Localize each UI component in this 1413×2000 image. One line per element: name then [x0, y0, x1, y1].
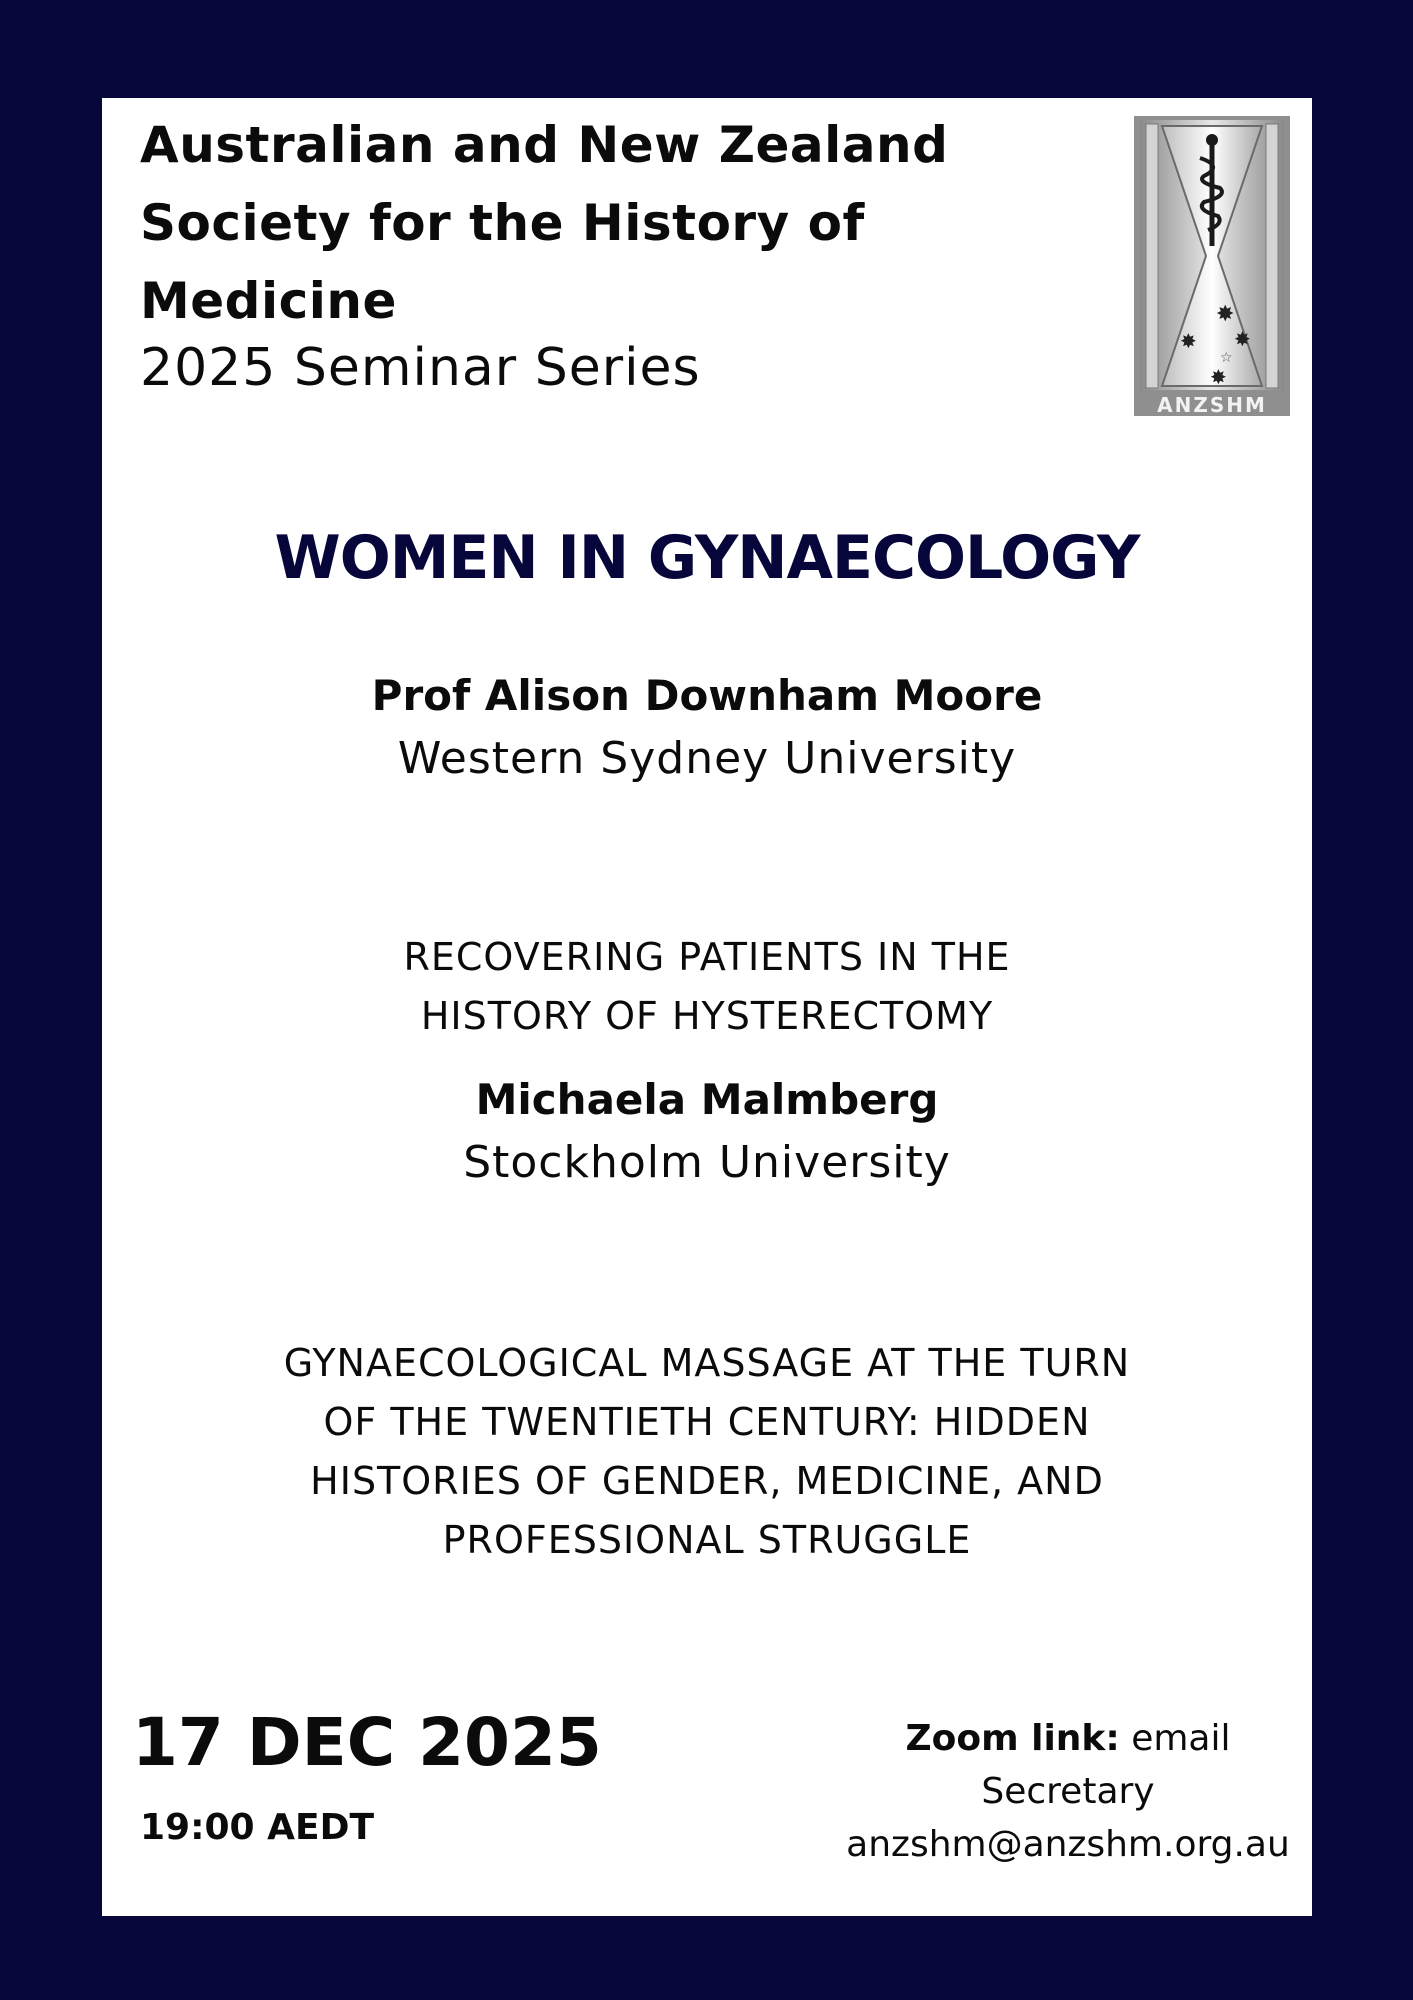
- speaker-1-talk-title: [102, 928, 1312, 1046]
- svg-text:✸: ✸: [1180, 329, 1197, 353]
- svg-text:☆: ☆: [1220, 350, 1233, 366]
- anzshm-logo: [1134, 116, 1290, 416]
- speaker-1-name: Prof Alison Downham Moore: [371, 671, 1043, 720]
- speaker-2-talk-title: [102, 1334, 1312, 1570]
- org-line-2: Society for the History of: [140, 194, 865, 252]
- event-time: 19:00 AEDT: [140, 1807, 375, 1848]
- speaker-2-institution: Stockholm University: [463, 1137, 951, 1188]
- seminar-series: 2025 Seminar Series: [140, 338, 701, 398]
- talk-2-line-2: OF THE TWENTIETH CENTURY: HIDDEN: [323, 1400, 1091, 1444]
- speaker-1-institution: Western Sydney University: [397, 733, 1017, 784]
- org-line-1: Australian and New Zealand: [140, 116, 949, 174]
- svg-text:✸: ✸: [1210, 365, 1227, 389]
- logo-text: ANZSHM: [1157, 393, 1267, 416]
- talk-2-line-3: HISTORIES OF GENDER, MEDICINE, AND: [310, 1459, 1104, 1503]
- svg-text:✸: ✸: [1216, 302, 1235, 327]
- zoom-label: Zoom link:: [905, 1718, 1120, 1759]
- event-title: WOMEN IN GYNAECOLOGY: [274, 523, 1140, 593]
- talk-2-line-4: PROFESSIONAL STRUGGLE: [442, 1518, 972, 1562]
- zoom-info: [830, 1712, 1306, 1871]
- speaker-2: [102, 1070, 1312, 1196]
- poster-card: [102, 98, 1312, 1916]
- zoom-secretary: Secretary: [981, 1771, 1155, 1812]
- speaker-1: [102, 666, 1312, 792]
- zoom-text: email: [1131, 1718, 1231, 1759]
- org-line-3: Medicine: [140, 272, 397, 330]
- organisation-name: [140, 106, 1040, 340]
- svg-text:✸: ✸: [1234, 327, 1251, 351]
- talk-2-line-1: GYNAECOLOGICAL MASSAGE AT THE TURN: [283, 1341, 1131, 1385]
- talk-1-line-2: HISTORY OF HYSTERECTOMY: [420, 994, 994, 1038]
- speaker-2-name: Michaela Malmberg: [475, 1075, 939, 1124]
- event-date: 17 DEC 2025: [132, 1704, 602, 1781]
- zoom-email[interactable]: anzshm@anzshm.org.au: [846, 1824, 1290, 1865]
- talk-1-line-1: RECOVERING PATIENTS IN THE: [403, 935, 1011, 979]
